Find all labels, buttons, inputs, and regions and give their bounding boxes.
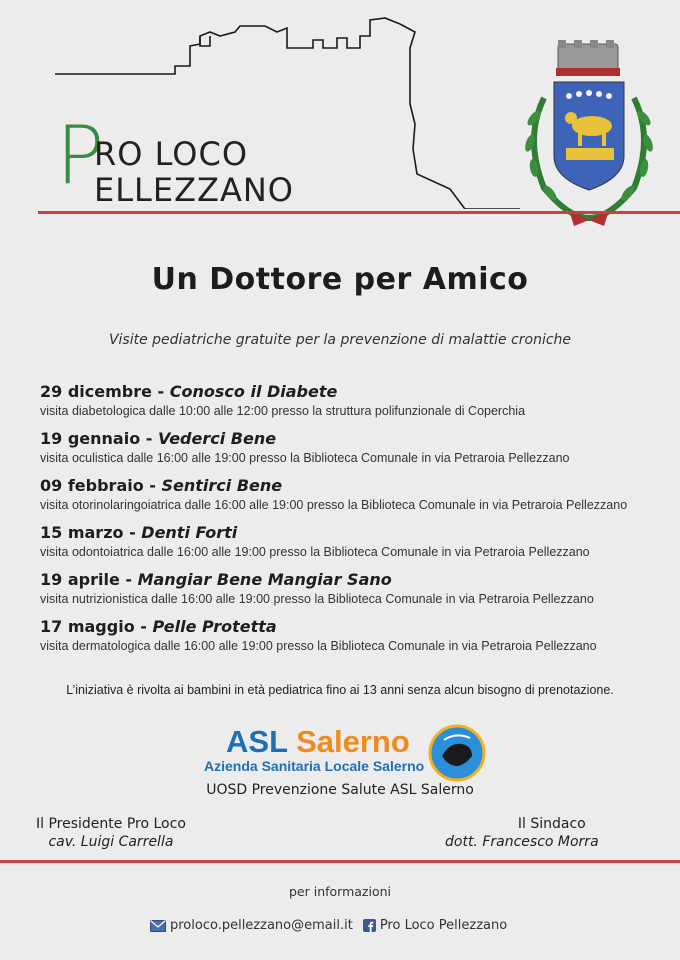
- event-heading: [40, 617, 670, 636]
- event-separator: -: [123, 523, 142, 542]
- event-detail: visita oculistica dalle 16:00 alle 19:00 presso la Biblioteca Comunale in via Petraroia Pellezzano: [40, 451, 570, 465]
- poster-title: Un Dottore per Amico: [151, 262, 529, 297]
- uosd-label: UOSD Prevenzione Salute ASL Salerno: [206, 782, 474, 798]
- facebook-icon: [363, 919, 376, 932]
- asl-full-name: Azienda Sanitaria Locale Salerno: [204, 758, 425, 774]
- event-separator: -: [151, 382, 170, 401]
- event-separator: -: [143, 476, 162, 495]
- event-detail: visita otorinolaringoiatrica dalle 16:00 alle 19:00 presso la Biblioteca Comunale in via Petraroia Pellezzano: [40, 498, 628, 512]
- event-separator: -: [134, 617, 153, 636]
- event-date: 17 maggio: [40, 617, 135, 636]
- event-item: [40, 429, 670, 476]
- event-topic: Mangiar Bene Mangiar Sano: [137, 570, 392, 589]
- event-topic: Denti Forti: [141, 523, 238, 542]
- signature-person: dott. Francesco Morra: [445, 834, 599, 850]
- event-separator: -: [119, 570, 138, 589]
- event-heading: [40, 429, 670, 448]
- event-date: 19 aprile: [40, 570, 120, 589]
- event-date: 15 marzo: [40, 523, 124, 542]
- signature-role: Il Sindaco: [517, 816, 586, 832]
- signature-role: Il Presidente Pro Loco: [36, 816, 186, 832]
- header: [0, 0, 680, 230]
- town-crest-icon: [514, 38, 664, 228]
- event-date: 09 febbraio: [40, 476, 144, 495]
- event-item: [40, 617, 670, 664]
- event-topic: Sentirci Bene: [161, 476, 283, 495]
- event-heading: [40, 523, 670, 542]
- logo-initial: P: [56, 109, 105, 202]
- event-detail: visita diabetologica dalle 10:00 alle 12:00 presso la struttura polifunzionale di Coperchia: [40, 404, 526, 418]
- event-date: 29 dicembre: [40, 382, 152, 401]
- asl-name-part1: ASL: [226, 724, 297, 759]
- event-item: [40, 382, 670, 429]
- asl-name: [226, 724, 410, 760]
- event-topic: Vederci Bene: [157, 429, 277, 448]
- asl-globe-icon: [428, 724, 486, 782]
- contacts: [150, 918, 507, 933]
- event-item: [40, 523, 670, 570]
- event-item: [40, 570, 670, 617]
- info-label: per informazioni: [288, 884, 391, 899]
- footer-divider: [0, 860, 680, 863]
- event-date: 19 gennaio: [40, 429, 141, 448]
- event-item: [40, 476, 670, 523]
- event-detail: visita dermatologica dalle 16:00 alle 19:00 presso la Biblioteca Comunale in via Petraroia Pellezzano: [40, 639, 597, 653]
- events-list: [40, 382, 670, 664]
- signature-president: [36, 816, 186, 850]
- event-topic: Pelle Protetta: [152, 617, 277, 636]
- asl-name-part2: Salerno: [296, 724, 410, 759]
- event-separator: -: [140, 429, 158, 448]
- email-icon: [150, 920, 166, 932]
- logo-word-top: RO LOCO: [94, 135, 248, 173]
- email-link[interactable]: proloco.pellezzano@email.it: [170, 918, 353, 933]
- initiative-note: L’iniziativa è rivolta ai bambini in età pediatrica fino ai 13 anni senza alcun bisogno di prenotazione.: [66, 683, 614, 697]
- facebook-link[interactable]: Pro Loco Pellezzano: [379, 918, 508, 933]
- header-divider: [38, 211, 680, 214]
- event-detail: visita odontoiatrica dalle 16:00 alle 19:00 presso la Biblioteca Comunale in via Petraroia Pellezzano: [40, 545, 590, 559]
- event-heading: [40, 570, 670, 589]
- logo-word-bottom: ELLEZZANO: [94, 171, 294, 209]
- event-topic: Conosco il Diabete: [169, 382, 338, 401]
- poster-subtitle: Visite pediatriche gratuite per la prevenzione di malattie croniche: [108, 332, 572, 348]
- event-heading: [40, 476, 670, 495]
- event-detail: visita nutrizionistica dalle 16:00 alle 19:00 presso la Biblioteca Comunale in via Petraroia Pellezzano: [40, 592, 594, 606]
- event-heading: [40, 382, 670, 401]
- signature-mayor: [445, 816, 599, 850]
- signature-person: cav. Luigi Carrella: [48, 834, 174, 850]
